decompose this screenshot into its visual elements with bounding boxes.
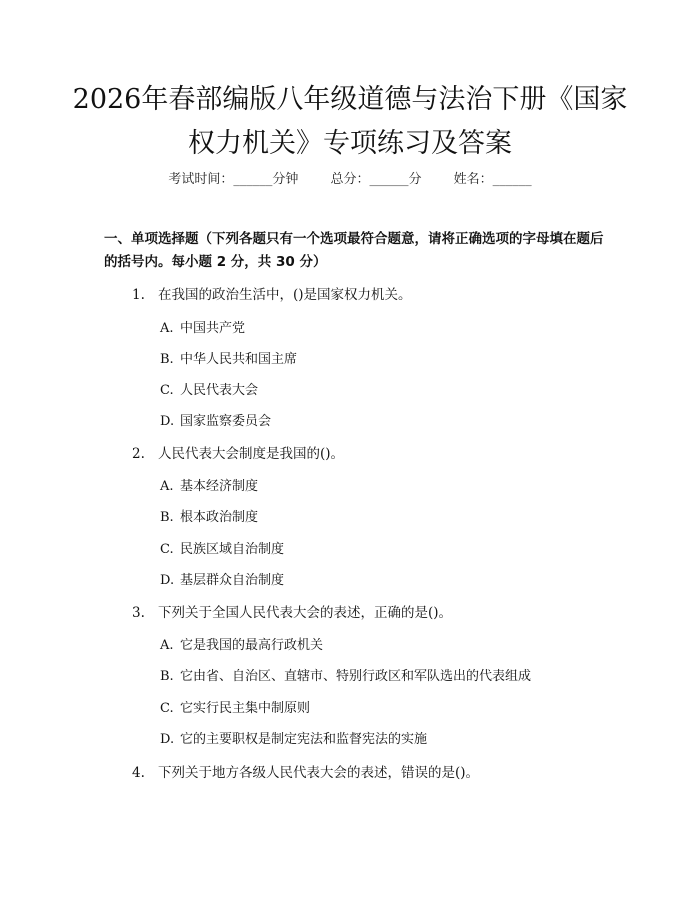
question-number: 3. xyxy=(132,605,145,621)
option-1c xyxy=(160,379,258,398)
option-2a xyxy=(160,475,258,494)
document-title: 2026年春部编版八年级道德与法治下册《国家权力机关》专项练习及答案 xyxy=(72,84,628,159)
option-text: 它是我国的最高行政机关 xyxy=(180,638,324,653)
question-2 xyxy=(132,442,344,462)
option-text: 国家监察委员会 xyxy=(180,414,272,429)
option-text: 中国共产党 xyxy=(180,321,246,336)
option-3b xyxy=(160,665,531,684)
option-text: 根本政治制度 xyxy=(180,510,259,525)
option-letter: D. xyxy=(160,732,175,747)
option-letter: A. xyxy=(160,479,174,494)
option-letter: D. xyxy=(160,414,175,429)
option-1d xyxy=(160,410,271,429)
option-3a xyxy=(160,634,323,653)
question-text: 下列关于地方各级人民代表大会的表述，错误的是()。 xyxy=(158,765,480,781)
student-name-field: 姓名：______ xyxy=(453,172,532,187)
option-text: 基层群众自治制度 xyxy=(180,573,285,588)
option-letter: C. xyxy=(160,701,174,716)
option-text: 人民代表大会 xyxy=(180,383,259,398)
option-text: 中华人民共和国主席 xyxy=(180,352,298,367)
option-letter: C. xyxy=(160,542,174,557)
question-3 xyxy=(132,601,452,621)
question-number: 2. xyxy=(132,446,145,462)
option-letter: D. xyxy=(160,573,175,588)
question-text: 下列关于全国人民代表大会的表述，正确的是()。 xyxy=(158,605,453,621)
option-letter: B. xyxy=(160,510,174,525)
option-text: 它的主要职权是制定宪法和监督宪法的实施 xyxy=(180,732,428,747)
question-text: 人民代表大会制度是我国的()。 xyxy=(158,446,345,462)
option-2d xyxy=(160,569,284,588)
option-text: 它由省、自治区、直辖市、特别行政区和军队选出的代表组成 xyxy=(180,669,532,684)
exam-time-field: 考试时间：______分钟 xyxy=(168,172,299,187)
option-text: 基本经济制度 xyxy=(180,479,259,494)
option-text: 民族区域自治制度 xyxy=(180,542,285,557)
option-1b xyxy=(160,348,297,367)
option-3c xyxy=(160,697,310,716)
option-letter: B. xyxy=(160,352,174,367)
option-letter: A. xyxy=(160,638,174,653)
question-1 xyxy=(132,283,412,303)
question-text: 在我国的政治生活中，()是国家权力机关。 xyxy=(158,287,412,303)
option-1a xyxy=(160,317,245,336)
question-4 xyxy=(132,761,479,781)
section-heading: 一、单项选择题（下列各题只有一个选项最符合题意，请将正确选项的字母填在题后的括号内。每小题 2 分，共 30 分） xyxy=(104,231,604,270)
question-number: 1. xyxy=(132,287,145,303)
option-letter: B. xyxy=(160,669,174,684)
question-number: 4. xyxy=(132,765,145,781)
option-text: 它实行民主集中制原则 xyxy=(180,701,311,716)
option-letter: A. xyxy=(160,321,174,336)
option-letter: C. xyxy=(160,383,174,398)
exam-meta xyxy=(0,168,700,187)
option-3d xyxy=(160,728,427,747)
option-2b xyxy=(160,506,258,525)
option-2c xyxy=(160,538,284,557)
total-score-field: 总分：______分 xyxy=(330,172,422,187)
